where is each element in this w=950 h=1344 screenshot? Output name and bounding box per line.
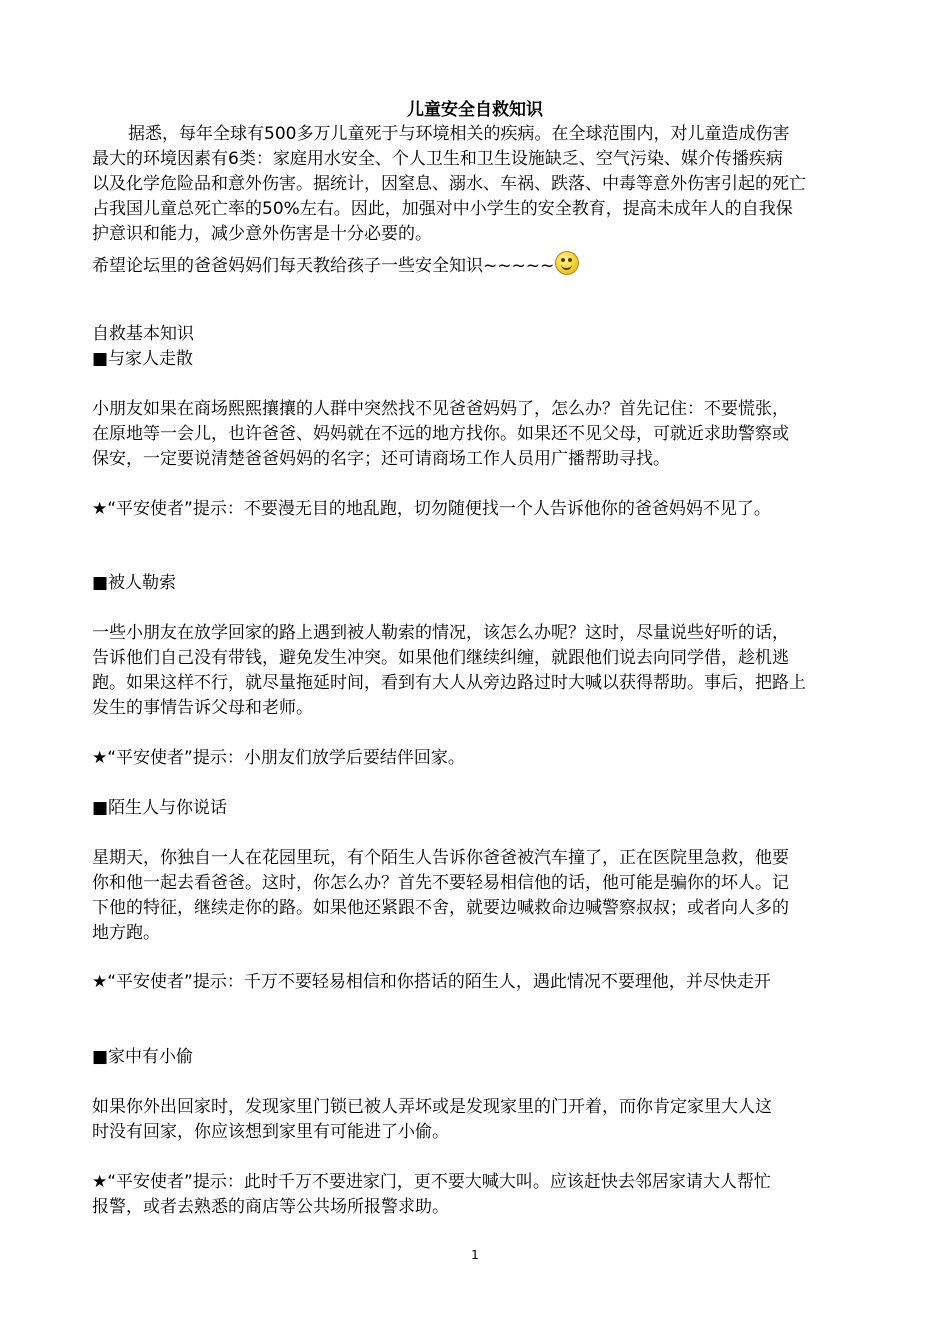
section-heading: ■被人勒索 (92, 573, 177, 593)
wish-text: 希望论坛里的爸爸妈妈们每天教给孩子一些安全知识~~~~~ (92, 256, 555, 276)
body-line: 告诉他们自己没有带钱，避免发生冲突。如果他们继续纠缠，就跟他们说去向同学借，趁机逃 (92, 648, 789, 668)
section-body (92, 621, 862, 721)
body-line: 跑。如果这样不行，就尽量拖延时间，看到有大人从旁边路过时大喊以获得帮助。事后，把路上 (92, 673, 806, 693)
wish-line (92, 251, 862, 279)
intro-paragraph (92, 122, 862, 247)
intro-line: 占我国儿童总死亡率的50%左右。因此，加强对中小学生的安全教育，提高未成年人的自我保 (92, 199, 793, 219)
body-line: 发生的事情告诉父母和老师。 (92, 698, 313, 718)
section-body (92, 1095, 862, 1145)
smiley-face-icon (555, 251, 579, 275)
intro-line: 最大的环境因素有6类：家庭用水安全、个人卫生和卫生设施缺乏、空气污染、媒介传播疾病 (92, 149, 783, 169)
section-heading: ■与家人走散 (92, 349, 194, 369)
tip-line: 报警，或者去熟悉的商店等公共场所报警求助。 (92, 1197, 449, 1217)
safety-tip: ★“平安使者”提示：不要漫无目的地乱跑，切勿随便找一个人告诉他你的爸爸妈妈不见了。 (92, 499, 771, 519)
body-line: 时没有回家，你应该想到家里有可能进了小偷。 (92, 1122, 449, 1142)
body-line: 地方跑。 (92, 923, 160, 943)
body-line: 一些小朋友在放学回家的路上遇到被人勒索的情况，该怎么办呢？这时，尽量说些好听的话， (92, 623, 789, 643)
tip-line: ★“平安使者”提示：此时千万不要进家门，更不要大喊大叫。应该赶快去邻居家请大人帮忙 (92, 1172, 771, 1192)
section-body (92, 397, 862, 472)
basics-heading: 自救基本知识 (92, 324, 194, 344)
page-number: 1 (471, 1248, 479, 1262)
document-title: 儿童安全自救知识 (407, 100, 543, 120)
body-line: 星期天，你独自一人在花园里玩，有个陌生人告诉你爸爸被汽车撞了，正在医院里急救，他要 (92, 848, 789, 868)
body-line: 小朋友如果在商场熙熙攘攘的人群中突然找不见爸爸妈妈了，怎么办？首先记住：不要慌张， (92, 399, 789, 419)
body-line: 在原地等一会儿，也许爸爸、妈妈就在不远的地方找你。如果还不见父母，可就近求助警察或 (92, 424, 789, 444)
body-line: 下他的特征，继续走你的路。如果他还紧跟不舍，就要边喊救命边喊警察叔叔；或者向人多的 (92, 898, 789, 918)
section-heading: ■陌生人与你说话 (92, 798, 228, 818)
body-line: 如果你外出回家时，发现家里门锁已被人弄坏或是发现家里的门开着，而你肯定家里大人这 (92, 1097, 772, 1117)
section-heading: ■家中有小偷 (92, 1047, 194, 1067)
safety-tip: ★“平安使者”提示：小朋友们放学后要结伴回家。 (92, 748, 465, 768)
safety-tip: ★“平安使者”提示：千万不要轻易相信和你搭话的陌生人，遇此情况不要理他，并尽快走开 (92, 972, 771, 992)
safety-tip (92, 1170, 862, 1220)
body-line: 保安，一定要说清楚爸爸妈妈的名字；还可请商场工作人员用广播帮助寻找。 (92, 449, 670, 469)
intro-line: 据悉，每年全球有500多万儿童死于与环境相关的疾病。在全球范围内，对儿童造成伤害 (128, 124, 790, 144)
intro-line: 以及化学危险品和意外伤害。据统计，因窒息、溺水、车祸、跌落、中毒等意外伤害引起的死亡 (92, 174, 806, 194)
section-body (92, 846, 862, 946)
body-line: 你和他一起去看爸爸。这时，你怎么办？首先不要轻易相信他的话，他可能是骗你的坏人。记 (92, 873, 789, 893)
intro-line: 护意识和能力，减少意外伤害是十分必要的。 (92, 224, 432, 244)
